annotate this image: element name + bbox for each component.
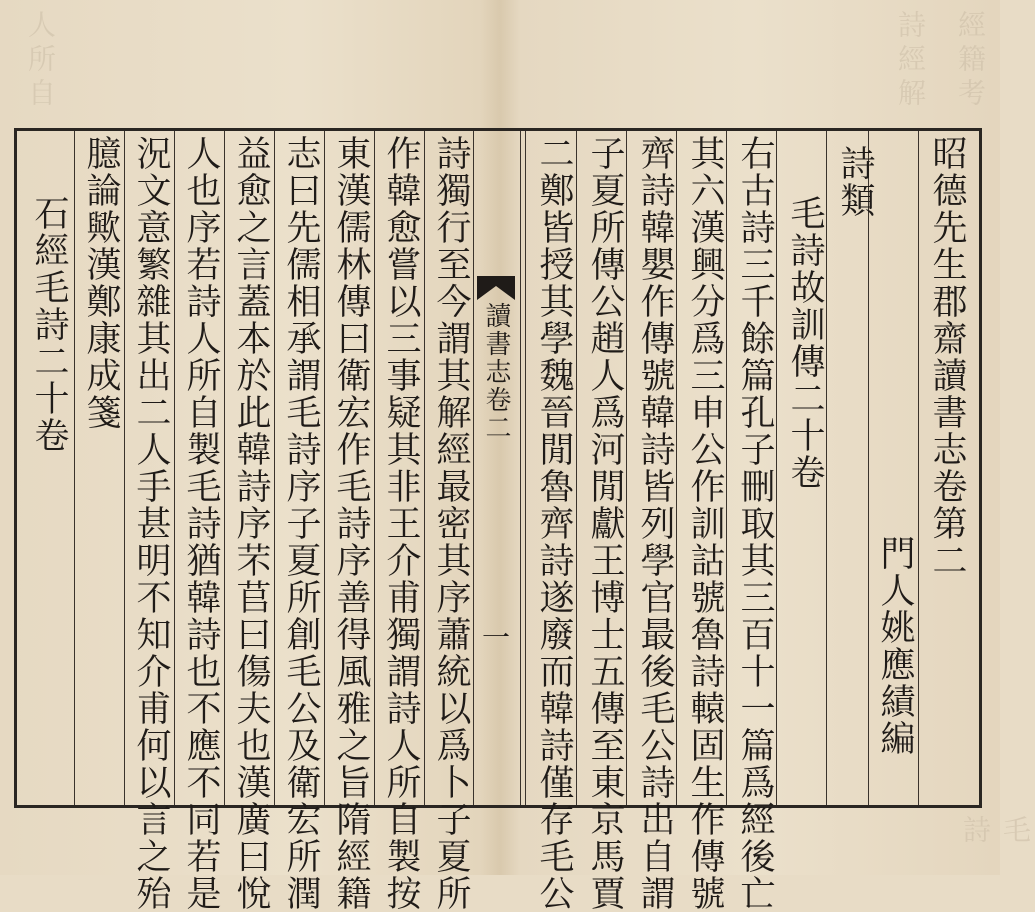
text-column: 作韓愈嘗以三事疑其非王介甫獨謂詩人所自製按 [381,135,421,912]
spine-label: 讀書志卷二 [481,302,511,442]
text-column: 詩獨行至今謂其解經最密其序蕭統以爲卜子夏所 [431,135,471,912]
text-column: 其六漢興分爲三申公作訓詁號魯詩轅固生作傳號 [685,135,725,912]
bleed-through-text: 毛詩 [959,815,1032,849]
column-rule [74,131,75,805]
text-column: 右古詩三千餘篇孔子刪取其三百十一篇爲經後亡 [735,135,775,912]
text-column: 益愈之言蓋本於此韓詩序芣苢曰傷夫也漢廣曰悅 [231,135,271,912]
text-column: 臆論歟漢鄭康成箋 [81,135,121,431]
text-column: 二鄭皆授其學魏晉閒魯齊詩遂廢而韓詩僅存毛公 [534,135,574,912]
bleed-through-text: 詩經解 [894,10,927,112]
text-column: 子夏所傳公趙人爲河閒獻王博士五傳至東京馬賈 [585,135,625,912]
text-column: 人也序若詩人所自製毛詩猶韓詩也不應不同若是 [181,135,221,912]
text-column: 東漢儒林傳曰衛宏作毛詩序善得風雅之旨隋經籍 [331,135,371,912]
bleed-through-text: 人所自 [24,10,57,112]
compiler-line: 門人姚應績編 [875,535,915,757]
bleed-through-text: 經籍考 [954,10,987,112]
entry-title: 毛詩故訓傳二十卷 [785,195,825,491]
volume-title: 昭德先生郡齋讀書志卷第二 [927,135,967,579]
entry-title-2: 石經毛詩二十卷 [29,195,69,454]
text-column: 齊詩韓嬰作傳號韓詩皆列學官最後毛公詩出自謂 [635,135,675,912]
page-number: 一 [481,621,510,654]
column-rule [525,131,526,805]
category-heading: 詩類 [835,145,875,219]
fishtail-mark [477,276,515,302]
text-column: 志曰先儒相承謂毛詩序子夏所創毛公及衛宏所潤 [281,135,321,912]
text-column: 況文意繁雜其出二人手甚明不知介甫何以言之殆 [131,135,171,912]
